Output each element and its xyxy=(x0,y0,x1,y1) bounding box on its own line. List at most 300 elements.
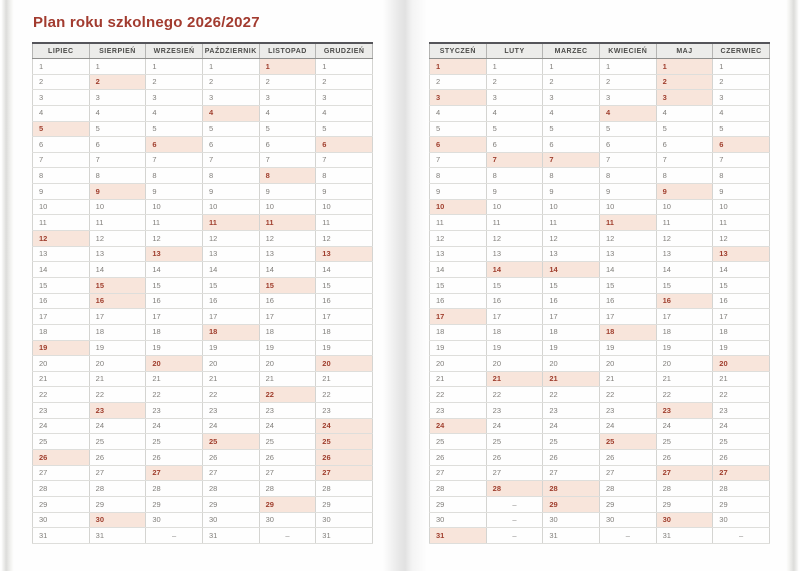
day-row-15 xyxy=(430,277,770,293)
day-cell-lipiec-19-highlighted: 19 xyxy=(33,340,90,356)
day-row-29 xyxy=(33,496,373,512)
month-header-marzec: MARZEC xyxy=(543,43,600,59)
day-cell-kwiecien-7: 7 xyxy=(599,152,656,168)
day-cell-listopad-16: 16 xyxy=(259,293,316,309)
day-row-8 xyxy=(33,168,373,184)
day-cell-grudzien-16: 16 xyxy=(316,293,373,309)
day-cell-pazdziernik-18-highlighted: 18 xyxy=(202,324,259,340)
day-cell-sierpien-16-highlighted: 16 xyxy=(89,293,146,309)
day-cell-styczen-1-highlighted: 1 xyxy=(430,59,487,75)
day-cell-luty-11: 11 xyxy=(486,215,543,231)
day-cell-listopad-12: 12 xyxy=(259,231,316,247)
day-cell-grudzien-31: 31 xyxy=(316,528,373,544)
day-cell-wrzesien-15: 15 xyxy=(146,277,203,293)
day-cell-listopad-14: 14 xyxy=(259,262,316,278)
day-cell-marzec-13: 13 xyxy=(543,246,600,262)
day-cell-styczen-23: 23 xyxy=(430,403,487,419)
day-cell-marzec-7-highlighted: 7 xyxy=(543,152,600,168)
day-cell-lipiec-1: 1 xyxy=(33,59,90,75)
day-cell-pazdziernik-2: 2 xyxy=(202,74,259,90)
day-row-23 xyxy=(430,403,770,419)
day-cell-maj-7: 7 xyxy=(656,152,713,168)
day-row-8 xyxy=(430,168,770,184)
day-cell-listopad-15-highlighted: 15 xyxy=(259,277,316,293)
day-cell-grudzien-15: 15 xyxy=(316,277,373,293)
day-row-16 xyxy=(430,293,770,309)
day-cell-kwiecien-15: 15 xyxy=(599,277,656,293)
day-cell-grudzien-4: 4 xyxy=(316,105,373,121)
day-cell-listopad-23: 23 xyxy=(259,403,316,419)
day-cell-lipiec-11: 11 xyxy=(33,215,90,231)
day-row-24 xyxy=(33,418,373,434)
day-cell-czerwiec-10: 10 xyxy=(713,199,770,215)
day-cell-listopad-4: 4 xyxy=(259,105,316,121)
day-cell-pazdziernik-26: 26 xyxy=(202,450,259,466)
day-row-4 xyxy=(33,105,373,121)
day-cell-styczen-27: 27 xyxy=(430,465,487,481)
day-cell-pazdziernik-19: 19 xyxy=(202,340,259,356)
day-cell-kwiecien-11-highlighted: 11 xyxy=(599,215,656,231)
day-cell-marzec-14-highlighted: 14 xyxy=(543,262,600,278)
day-cell-styczen-2: 2 xyxy=(430,74,487,90)
day-cell-wrzesien-6-highlighted: 6 xyxy=(146,137,203,153)
day-cell-luty-2: 2 xyxy=(486,74,543,90)
day-cell-czerwiec-22: 22 xyxy=(713,387,770,403)
day-cell-pazdziernik-28: 28 xyxy=(202,481,259,497)
day-cell-maj-15: 15 xyxy=(656,277,713,293)
day-cell-czerwiec-15: 15 xyxy=(713,277,770,293)
day-cell-wrzesien-27-highlighted: 27 xyxy=(146,465,203,481)
day-cell-kwiecien-10: 10 xyxy=(599,199,656,215)
day-cell-grudzien-22: 22 xyxy=(316,387,373,403)
day-cell-maj-24: 24 xyxy=(656,418,713,434)
day-cell-kwiecien-25-highlighted: 25 xyxy=(599,434,656,450)
day-row-5 xyxy=(430,121,770,137)
day-cell-marzec-16: 16 xyxy=(543,293,600,309)
day-cell-kwiecien-28: 28 xyxy=(599,481,656,497)
day-cell-maj-3-highlighted: 3 xyxy=(656,90,713,106)
day-cell-maj-29: 29 xyxy=(656,496,713,512)
day-cell-marzec-5: 5 xyxy=(543,121,600,137)
day-cell-kwiecien-8: 8 xyxy=(599,168,656,184)
month-header-pazdziernik: PAŹDZIERNIK xyxy=(202,43,259,59)
day-cell-czerwiec-12: 12 xyxy=(713,231,770,247)
day-cell-luty-19: 19 xyxy=(486,340,543,356)
day-cell-pazdziernik-4-highlighted: 4 xyxy=(202,105,259,121)
day-cell-luty-13: 13 xyxy=(486,246,543,262)
day-cell-czerwiec-1: 1 xyxy=(713,59,770,75)
day-cell-marzec-17: 17 xyxy=(543,309,600,325)
empty-cell-czerwiec-31: – xyxy=(713,528,770,544)
day-cell-czerwiec-26: 26 xyxy=(713,450,770,466)
day-cell-maj-11: 11 xyxy=(656,215,713,231)
day-cell-lipiec-22: 22 xyxy=(33,387,90,403)
day-cell-grudzien-7: 7 xyxy=(316,152,373,168)
day-cell-lipiec-29: 29 xyxy=(33,496,90,512)
day-row-12 xyxy=(33,231,373,247)
day-cell-listopad-18: 18 xyxy=(259,324,316,340)
day-row-14 xyxy=(33,262,373,278)
day-cell-sierpien-24: 24 xyxy=(89,418,146,434)
day-cell-grudzien-23: 23 xyxy=(316,403,373,419)
day-row-21 xyxy=(430,371,770,387)
day-cell-sierpien-31: 31 xyxy=(89,528,146,544)
day-cell-wrzesien-18: 18 xyxy=(146,324,203,340)
day-cell-maj-2-highlighted: 2 xyxy=(656,74,713,90)
day-cell-luty-12: 12 xyxy=(486,231,543,247)
day-cell-maj-10: 10 xyxy=(656,199,713,215)
day-row-11 xyxy=(430,215,770,231)
day-row-13 xyxy=(430,246,770,262)
day-cell-luty-28-highlighted: 28 xyxy=(486,481,543,497)
day-row-3 xyxy=(33,90,373,106)
day-cell-marzec-29-highlighted: 29 xyxy=(543,496,600,512)
day-cell-sierpien-21: 21 xyxy=(89,371,146,387)
day-cell-listopad-30: 30 xyxy=(259,512,316,528)
day-cell-wrzesien-22: 22 xyxy=(146,387,203,403)
day-cell-grudzien-8: 8 xyxy=(316,168,373,184)
day-cell-kwiecien-16: 16 xyxy=(599,293,656,309)
day-cell-listopad-29-highlighted: 29 xyxy=(259,496,316,512)
day-cell-listopad-17: 17 xyxy=(259,309,316,325)
day-row-10 xyxy=(430,199,770,215)
day-cell-pazdziernik-11-highlighted: 11 xyxy=(202,215,259,231)
day-cell-styczen-26: 26 xyxy=(430,450,487,466)
day-cell-grudzien-17: 17 xyxy=(316,309,373,325)
day-cell-maj-31: 31 xyxy=(656,528,713,544)
day-cell-pazdziernik-8: 8 xyxy=(202,168,259,184)
day-row-20 xyxy=(33,356,373,372)
day-cell-styczen-31-highlighted: 31 xyxy=(430,528,487,544)
day-row-17 xyxy=(430,309,770,325)
day-cell-styczen-9: 9 xyxy=(430,184,487,200)
day-cell-sierpien-23-highlighted: 23 xyxy=(89,403,146,419)
day-cell-grudzien-25-highlighted: 25 xyxy=(316,434,373,450)
day-cell-kwiecien-30: 30 xyxy=(599,512,656,528)
day-cell-wrzesien-16: 16 xyxy=(146,293,203,309)
day-cell-marzec-18: 18 xyxy=(543,324,600,340)
day-cell-grudzien-29: 29 xyxy=(316,496,373,512)
day-cell-marzec-15: 15 xyxy=(543,277,600,293)
day-cell-grudzien-28: 28 xyxy=(316,481,373,497)
day-cell-maj-13: 13 xyxy=(656,246,713,262)
day-row-28 xyxy=(33,481,373,497)
day-cell-maj-17: 17 xyxy=(656,309,713,325)
day-row-6 xyxy=(33,137,373,153)
day-cell-styczen-30: 30 xyxy=(430,512,487,528)
day-cell-czerwiec-3: 3 xyxy=(713,90,770,106)
day-row-19 xyxy=(33,340,373,356)
day-cell-grudzien-3: 3 xyxy=(316,90,373,106)
day-cell-lipiec-3: 3 xyxy=(33,90,90,106)
day-cell-grudzien-12: 12 xyxy=(316,231,373,247)
day-row-7 xyxy=(430,152,770,168)
day-row-19 xyxy=(430,340,770,356)
day-cell-pazdziernik-27: 27 xyxy=(202,465,259,481)
day-cell-kwiecien-3: 3 xyxy=(599,90,656,106)
day-row-29 xyxy=(430,496,770,512)
day-cell-pazdziernik-24: 24 xyxy=(202,418,259,434)
day-cell-kwiecien-26: 26 xyxy=(599,450,656,466)
day-cell-lipiec-27: 27 xyxy=(33,465,90,481)
day-cell-luty-14-highlighted: 14 xyxy=(486,262,543,278)
day-cell-styczen-7: 7 xyxy=(430,152,487,168)
month-header-row xyxy=(33,43,373,59)
day-cell-lipiec-10: 10 xyxy=(33,199,90,215)
day-cell-luty-8: 8 xyxy=(486,168,543,184)
day-cell-grudzien-26-highlighted: 26 xyxy=(316,450,373,466)
day-row-30 xyxy=(33,512,373,528)
day-row-21 xyxy=(33,371,373,387)
day-cell-maj-12: 12 xyxy=(656,231,713,247)
day-cell-listopad-28: 28 xyxy=(259,481,316,497)
day-cell-pazdziernik-17: 17 xyxy=(202,309,259,325)
day-cell-grudzien-5: 5 xyxy=(316,121,373,137)
page-title: Plan roku szkolnego 2026/2027 xyxy=(33,14,260,31)
day-cell-sierpien-9-highlighted: 9 xyxy=(89,184,146,200)
day-cell-pazdziernik-3: 3 xyxy=(202,90,259,106)
day-row-28 xyxy=(430,481,770,497)
day-cell-lipiec-12-highlighted: 12 xyxy=(33,231,90,247)
day-cell-lipiec-17: 17 xyxy=(33,309,90,325)
day-cell-czerwiec-4: 4 xyxy=(713,105,770,121)
day-cell-kwiecien-18-highlighted: 18 xyxy=(599,324,656,340)
day-cell-wrzesien-20-highlighted: 20 xyxy=(146,356,203,372)
month-header-kwiecien: KWIECIEŃ xyxy=(599,43,656,59)
day-cell-marzec-10: 10 xyxy=(543,199,600,215)
day-row-14 xyxy=(430,262,770,278)
day-cell-maj-18: 18 xyxy=(656,324,713,340)
day-cell-styczen-14: 14 xyxy=(430,262,487,278)
day-cell-grudzien-24-highlighted: 24 xyxy=(316,418,373,434)
day-row-15 xyxy=(33,277,373,293)
day-cell-sierpien-20: 20 xyxy=(89,356,146,372)
day-cell-sierpien-4: 4 xyxy=(89,105,146,121)
day-row-20 xyxy=(430,356,770,372)
day-cell-czerwiec-21: 21 xyxy=(713,371,770,387)
day-cell-wrzesien-29: 29 xyxy=(146,496,203,512)
day-cell-maj-16-highlighted: 16 xyxy=(656,293,713,309)
day-cell-lipiec-9: 9 xyxy=(33,184,90,200)
day-row-31 xyxy=(430,528,770,544)
day-cell-maj-6: 6 xyxy=(656,137,713,153)
empty-cell-luty-31: – xyxy=(486,528,543,544)
day-cell-pazdziernik-31: 31 xyxy=(202,528,259,544)
empty-cell-wrzesien-31: – xyxy=(146,528,203,544)
day-cell-kwiecien-12: 12 xyxy=(599,231,656,247)
day-cell-kwiecien-14: 14 xyxy=(599,262,656,278)
empty-cell-listopad-31: – xyxy=(259,528,316,544)
day-cell-wrzesien-14: 14 xyxy=(146,262,203,278)
day-cell-sierpien-5: 5 xyxy=(89,121,146,137)
day-cell-maj-8: 8 xyxy=(656,168,713,184)
day-cell-sierpien-19: 19 xyxy=(89,340,146,356)
day-cell-maj-20: 20 xyxy=(656,356,713,372)
day-cell-lipiec-15: 15 xyxy=(33,277,90,293)
day-cell-czerwiec-7: 7 xyxy=(713,152,770,168)
day-cell-maj-23-highlighted: 23 xyxy=(656,403,713,419)
day-cell-pazdziernik-1: 1 xyxy=(202,59,259,75)
day-cell-wrzesien-12: 12 xyxy=(146,231,203,247)
day-row-12 xyxy=(430,231,770,247)
day-cell-kwiecien-24: 24 xyxy=(599,418,656,434)
day-cell-czerwiec-9: 9 xyxy=(713,184,770,200)
day-cell-czerwiec-19: 19 xyxy=(713,340,770,356)
day-cell-styczen-19: 19 xyxy=(430,340,487,356)
empty-cell-luty-29: – xyxy=(486,496,543,512)
day-cell-sierpien-7: 7 xyxy=(89,152,146,168)
day-cell-sierpien-12: 12 xyxy=(89,231,146,247)
day-cell-kwiecien-1: 1 xyxy=(599,59,656,75)
day-cell-maj-28: 28 xyxy=(656,481,713,497)
day-cell-listopad-2: 2 xyxy=(259,74,316,90)
day-cell-marzec-1: 1 xyxy=(543,59,600,75)
day-cell-luty-26: 26 xyxy=(486,450,543,466)
day-cell-luty-6: 6 xyxy=(486,137,543,153)
day-cell-sierpien-1: 1 xyxy=(89,59,146,75)
month-header-maj: MAJ xyxy=(656,43,713,59)
day-row-26 xyxy=(430,450,770,466)
day-cell-czerwiec-27-highlighted: 27 xyxy=(713,465,770,481)
day-cell-marzec-8: 8 xyxy=(543,168,600,184)
empty-cell-kwiecien-31: – xyxy=(599,528,656,544)
day-cell-marzec-20: 20 xyxy=(543,356,600,372)
day-cell-luty-1: 1 xyxy=(486,59,543,75)
calendar-table-jul-dec xyxy=(32,42,373,544)
day-cell-kwiecien-4-highlighted: 4 xyxy=(599,105,656,121)
day-cell-wrzesien-19: 19 xyxy=(146,340,203,356)
day-cell-grudzien-21: 21 xyxy=(316,371,373,387)
day-cell-pazdziernik-23: 23 xyxy=(202,403,259,419)
day-cell-lipiec-4: 4 xyxy=(33,105,90,121)
day-cell-styczen-12: 12 xyxy=(430,231,487,247)
day-cell-czerwiec-13-highlighted: 13 xyxy=(713,246,770,262)
day-cell-kwiecien-19: 19 xyxy=(599,340,656,356)
day-cell-wrzesien-17: 17 xyxy=(146,309,203,325)
day-cell-pazdziernik-21: 21 xyxy=(202,371,259,387)
day-cell-czerwiec-6-highlighted: 6 xyxy=(713,137,770,153)
day-cell-czerwiec-30: 30 xyxy=(713,512,770,528)
day-cell-czerwiec-8: 8 xyxy=(713,168,770,184)
day-cell-pazdziernik-7: 7 xyxy=(202,152,259,168)
day-cell-styczen-15: 15 xyxy=(430,277,487,293)
day-cell-grudzien-9: 9 xyxy=(316,184,373,200)
month-header-row xyxy=(430,43,770,59)
day-row-2 xyxy=(33,74,373,90)
day-cell-pazdziernik-20: 20 xyxy=(202,356,259,372)
month-header-grudzien: GRUDZIEŃ xyxy=(316,43,373,59)
day-row-27 xyxy=(33,465,373,481)
day-cell-wrzesien-25: 25 xyxy=(146,434,203,450)
day-cell-listopad-9: 9 xyxy=(259,184,316,200)
day-cell-pazdziernik-13: 13 xyxy=(202,246,259,262)
day-cell-styczen-22: 22 xyxy=(430,387,487,403)
day-cell-sierpien-10: 10 xyxy=(89,199,146,215)
day-row-7 xyxy=(33,152,373,168)
day-cell-luty-4: 4 xyxy=(486,105,543,121)
day-cell-wrzesien-3: 3 xyxy=(146,90,203,106)
day-cell-wrzesien-13-highlighted: 13 xyxy=(146,246,203,262)
day-row-22 xyxy=(430,387,770,403)
day-cell-lipiec-26-highlighted: 26 xyxy=(33,450,90,466)
day-cell-grudzien-11: 11 xyxy=(316,215,373,231)
day-cell-sierpien-17: 17 xyxy=(89,309,146,325)
day-cell-pazdziernik-16: 16 xyxy=(202,293,259,309)
month-header-styczen: STYCZEŃ xyxy=(430,43,487,59)
day-cell-maj-21: 21 xyxy=(656,371,713,387)
day-cell-lipiec-7: 7 xyxy=(33,152,90,168)
month-header-lipiec: LIPIEC xyxy=(33,43,90,59)
day-cell-grudzien-30: 30 xyxy=(316,512,373,528)
day-cell-marzec-25: 25 xyxy=(543,434,600,450)
day-cell-luty-21-highlighted: 21 xyxy=(486,371,543,387)
day-cell-sierpien-27: 27 xyxy=(89,465,146,481)
day-cell-wrzesien-8: 8 xyxy=(146,168,203,184)
day-cell-kwiecien-21: 21 xyxy=(599,371,656,387)
day-cell-grudzien-20-highlighted: 20 xyxy=(316,356,373,372)
day-cell-kwiecien-6: 6 xyxy=(599,137,656,153)
day-cell-luty-16: 16 xyxy=(486,293,543,309)
day-cell-pazdziernik-6: 6 xyxy=(202,137,259,153)
day-row-6 xyxy=(430,137,770,153)
day-row-23 xyxy=(33,403,373,419)
day-cell-luty-24: 24 xyxy=(486,418,543,434)
day-cell-maj-9-highlighted: 9 xyxy=(656,184,713,200)
day-row-18 xyxy=(430,324,770,340)
day-cell-grudzien-19: 19 xyxy=(316,340,373,356)
day-row-26 xyxy=(33,450,373,466)
day-cell-luty-17: 17 xyxy=(486,309,543,325)
day-cell-maj-27-highlighted: 27 xyxy=(656,465,713,481)
day-cell-lipiec-20: 20 xyxy=(33,356,90,372)
day-cell-pazdziernik-22: 22 xyxy=(202,387,259,403)
day-cell-lipiec-14: 14 xyxy=(33,262,90,278)
day-row-30 xyxy=(430,512,770,528)
day-cell-grudzien-13-highlighted: 13 xyxy=(316,246,373,262)
day-cell-czerwiec-20-highlighted: 20 xyxy=(713,356,770,372)
day-cell-listopad-20: 20 xyxy=(259,356,316,372)
day-cell-marzec-30: 30 xyxy=(543,512,600,528)
day-cell-czerwiec-23: 23 xyxy=(713,403,770,419)
day-cell-marzec-6: 6 xyxy=(543,137,600,153)
day-row-22 xyxy=(33,387,373,403)
day-cell-maj-14: 14 xyxy=(656,262,713,278)
day-cell-styczen-17-highlighted: 17 xyxy=(430,309,487,325)
day-cell-listopad-22-highlighted: 22 xyxy=(259,387,316,403)
day-cell-maj-4: 4 xyxy=(656,105,713,121)
day-cell-lipiec-18: 18 xyxy=(33,324,90,340)
month-header-wrzesien: WRZESIEŃ xyxy=(146,43,203,59)
day-cell-kwiecien-22: 22 xyxy=(599,387,656,403)
day-cell-maj-22: 22 xyxy=(656,387,713,403)
day-cell-styczen-5: 5 xyxy=(430,121,487,137)
day-cell-lipiec-24: 24 xyxy=(33,418,90,434)
day-cell-sierpien-14: 14 xyxy=(89,262,146,278)
day-cell-wrzesien-11: 11 xyxy=(146,215,203,231)
day-cell-listopad-21: 21 xyxy=(259,371,316,387)
day-cell-lipiec-6: 6 xyxy=(33,137,90,153)
day-cell-sierpien-28: 28 xyxy=(89,481,146,497)
day-cell-lipiec-25: 25 xyxy=(33,434,90,450)
day-cell-maj-19: 19 xyxy=(656,340,713,356)
day-row-17 xyxy=(33,309,373,325)
day-cell-styczen-4: 4 xyxy=(430,105,487,121)
day-cell-pazdziernik-9: 9 xyxy=(202,184,259,200)
day-row-25 xyxy=(430,434,770,450)
month-header-luty: LUTY xyxy=(486,43,543,59)
day-cell-styczen-16: 16 xyxy=(430,293,487,309)
day-cell-marzec-21-highlighted: 21 xyxy=(543,371,600,387)
